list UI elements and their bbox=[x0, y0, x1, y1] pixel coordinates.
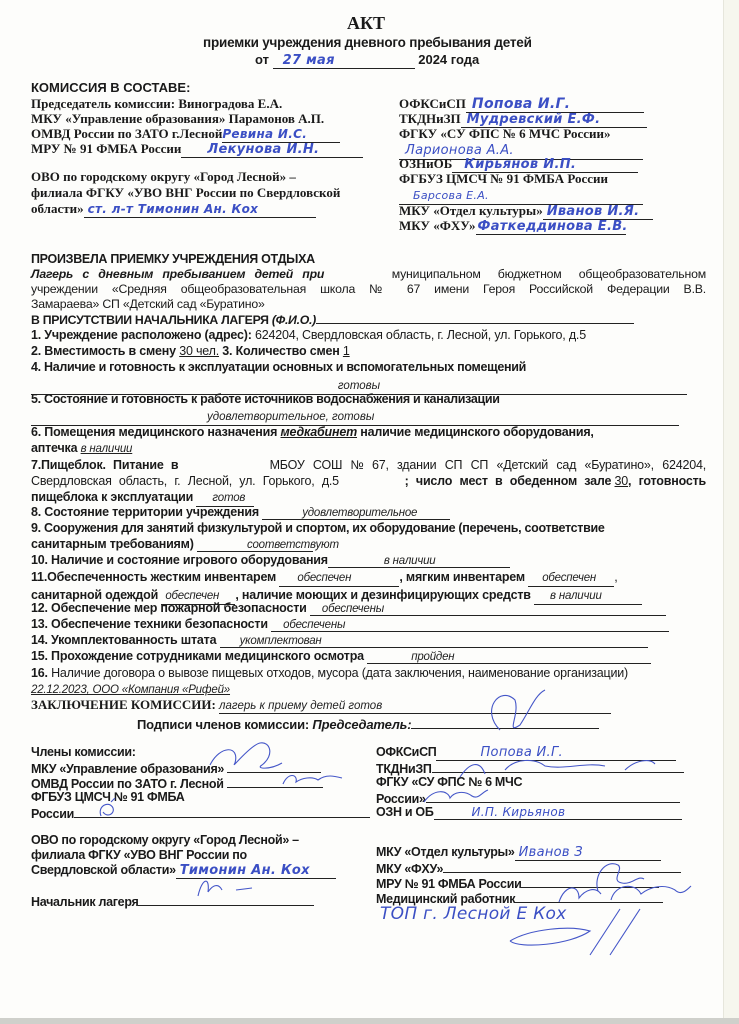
item-7-text-b: Свердловская область, г. Лесной, ул. Горького, д.5 bbox=[31, 474, 339, 488]
item-12-label: 12. Обеспечение мер пожарной безопасности bbox=[31, 601, 307, 615]
head-signature-scribble bbox=[192, 872, 262, 902]
item-7-label-a: 7.Пищеблок. Питание в bbox=[31, 458, 179, 472]
item-4-label: 4. Наличие и готовность к эксплуатации основных и вспомогательных помещений bbox=[31, 360, 527, 374]
fhu-label: МКУ «ФХУ» bbox=[399, 218, 476, 233]
item-11-label-a: 11.Обеспеченность жестким инвентарем bbox=[31, 570, 277, 584]
sig-ovo-line2: филиала ФГКУ «УВО ВНГ России по bbox=[31, 848, 247, 862]
document-subtitle: приемки учреждения дневного пребывания детей bbox=[203, 35, 532, 50]
camp-line3: Замараева» СП «Детский сад «Буратино» bbox=[31, 297, 265, 311]
commission-fgku-label: ФГКУ «СУ ФПС № 6 МЧС России» bbox=[399, 126, 611, 141]
commission-mru bbox=[31, 141, 363, 158]
sig-ovo-handwritten: Тимонин Ан. Кох bbox=[179, 863, 310, 878]
item-1-value: 624204, Свердловская область, г. Лесной, ул. Горького, д.5 bbox=[254, 328, 586, 342]
fhu-field bbox=[476, 218, 626, 235]
oznob-label: ОЗНиОБ bbox=[399, 156, 453, 171]
chair-signature-scribble bbox=[470, 680, 570, 740]
presence-field[interactable] bbox=[316, 323, 634, 324]
sig-fgbuz-1: ФГБУЗ ЦМСЧ № 91 ФМБА bbox=[31, 790, 185, 804]
presence-fio: (Ф.И.О.) bbox=[271, 313, 316, 327]
tkdnizp-handwritten: Мудревский Е.Ф. bbox=[466, 112, 601, 127]
item-11-label-d: , наличие моющих и дезинфицирующих средств bbox=[235, 588, 531, 602]
item-7-text-a: МБОУ СОШ № 67, здании СП СП «Детский сад «Буратино», 624204, bbox=[269, 458, 706, 472]
camp-line2: учреждении «Средняя общеобразовательная школа № 67 имени Героя Российской Федерации В.В. bbox=[31, 282, 706, 296]
item-12 bbox=[31, 601, 666, 616]
item-14-label: 14. Укомплектованность штата bbox=[31, 633, 217, 647]
commission-fhu bbox=[399, 218, 626, 235]
commission-heading: КОМИССИЯ В СОСТАВЕ: bbox=[31, 80, 191, 95]
conclusion-value: лагерь к приему детей готов bbox=[219, 700, 383, 712]
item-3-value: 1 bbox=[342, 344, 350, 358]
item-8-label: 8. Состояние территории учреждения bbox=[31, 505, 259, 519]
date-field bbox=[273, 52, 415, 69]
item-9 bbox=[31, 537, 339, 552]
item-15-value: пройден bbox=[411, 651, 455, 663]
fgku-signature-scribble bbox=[420, 784, 490, 808]
tkdnizp-signature-scribble bbox=[455, 752, 665, 782]
item-7-value-seats: 30 bbox=[614, 474, 629, 488]
item-5-value: удовлетворительное, готовы bbox=[207, 411, 375, 423]
item-7-label-c: , готовность bbox=[628, 474, 706, 488]
item-1-label: 1. Учреждение расположено (адрес): bbox=[31, 328, 252, 342]
page-edge bbox=[723, 0, 739, 1024]
item-11-label-c: санитарной одеждой bbox=[31, 588, 159, 602]
members-heading: Члены комиссии: bbox=[31, 745, 136, 759]
tkdnizp-label: ТКДНиЗП bbox=[399, 111, 461, 126]
item-2-value: 30 чел. bbox=[179, 344, 219, 358]
sig-omvd-label: ОМВД России по ЗАТО г. Лесной bbox=[31, 777, 224, 791]
fhu-handwritten: Фаткеддинова Е.В. bbox=[477, 219, 628, 234]
commission-fgbuz-label: ФГБУЗ ЦМСЧ № 91 ФМБА России bbox=[399, 171, 608, 186]
ofksisp-label: ОФКСиСП bbox=[399, 96, 466, 111]
item-16-value: 22.12.2023, ООО «Компания «Рифей» bbox=[31, 684, 231, 696]
medic-signature-scribble bbox=[555, 880, 695, 906]
fgku-handwritten: Ларионова А.А. bbox=[405, 143, 514, 158]
item-6 bbox=[31, 424, 594, 457]
item-9-label-b: санитарным требованиям) bbox=[31, 537, 194, 551]
omvd-signature-scribble bbox=[278, 770, 348, 790]
item-16-label: Наличие договора о вывозе пищевых отходов, мусора (дата заключения, наименование организации) bbox=[51, 666, 628, 680]
signatures-heading-label: Подписи членов комиссии: bbox=[137, 717, 309, 732]
item-11: 11.Обеспеченность жестким инвентарем обеспечен , мягким инвентарем обеспечен , санитарной одеждой обеспечен , наличие моющих и дезинфицирующих средств в наличии bbox=[31, 569, 642, 605]
sig-ovo-line1: ОВО по городскому округу «Город Лесной» – bbox=[31, 833, 299, 847]
omvd-handwritten: Ревина И.С. bbox=[222, 127, 308, 141]
item-15 bbox=[31, 649, 651, 664]
item-10-label: 10. Наличие и состояние игрового оборудования bbox=[31, 553, 328, 567]
item-11-value-a: обеспечен bbox=[297, 572, 352, 584]
mru-handwritten: Лекунова И.Н. bbox=[207, 142, 320, 157]
item-6-value-c: в наличии bbox=[80, 443, 133, 455]
omvd-label: ОМВД России по ЗАТО г.Лесной bbox=[31, 126, 223, 141]
sig-oznob-handwritten: И.П. Кирьянов bbox=[471, 805, 566, 819]
ovo-line3: области» bbox=[31, 201, 84, 216]
item-6-label-b: наличие медицинского оборудования, bbox=[360, 425, 594, 439]
fgbuz-handwritten: Барсова Е.А. bbox=[413, 189, 489, 202]
item-7 bbox=[31, 457, 706, 507]
item-10 bbox=[31, 553, 510, 568]
item-8 bbox=[31, 505, 450, 520]
ovo-handwritten: ст. л-т Тимонин Ан. Кох bbox=[87, 202, 259, 216]
commission-ovo bbox=[31, 169, 340, 218]
sig-ovo-line3: Свердловской области» bbox=[31, 863, 176, 877]
sig-oznob-label: ОЗН и ОБ bbox=[376, 805, 434, 819]
item-1 bbox=[31, 328, 586, 342]
sig-ofksisp-label: ОФКСиСП bbox=[376, 745, 437, 759]
item-9-label-a: 9. Сооружения для занятий физкультурой и спортом, их оборудование (перечень, соответствие bbox=[31, 521, 605, 535]
mru-field bbox=[181, 141, 363, 158]
item-2-label: 2. Вместимость в смену bbox=[31, 344, 176, 358]
item-13 bbox=[31, 617, 669, 632]
commission-chair: Председатель комиссии: Виноградова Е.А. bbox=[31, 96, 283, 111]
item-13-label: 13. Обеспечение техники безопасности bbox=[31, 617, 268, 631]
sig-ofksisp-handwritten: Попова И.Г. bbox=[480, 745, 563, 760]
item-11-value-d: в наличии bbox=[550, 590, 602, 602]
sig-mru-label: МРУ № 91 ФМБА России bbox=[376, 877, 522, 891]
fgbuz-signature-scribble bbox=[95, 798, 125, 822]
ovo-field bbox=[84, 201, 316, 218]
item-7-value-ready: готов bbox=[212, 492, 246, 504]
date-suffix: 2024 года bbox=[418, 52, 480, 67]
camp-description bbox=[31, 267, 706, 312]
sig-ovo bbox=[31, 833, 336, 879]
item-11-label-b: , мягким инвентарем bbox=[399, 570, 525, 584]
item-15-label: 15. Прохождение сотрудниками медицинского осмотра bbox=[31, 649, 364, 663]
presence-label: В ПРИСУТСТВИИ НАЧАЛЬНИКА ЛАГЕРЯ bbox=[31, 313, 269, 327]
item-9-value: соответствуют bbox=[246, 539, 339, 551]
culture-handwritten: Иванов И.Я. bbox=[546, 204, 640, 219]
item-13-value: обеспечены bbox=[283, 619, 346, 631]
mku-uo-signature-scribble bbox=[200, 735, 290, 775]
item-11-value-b: обеспечен bbox=[542, 572, 597, 584]
ovo-line2: филиала ФГКУ «УВО ВНГ России по Свердловской bbox=[31, 185, 341, 200]
document-title: АКТ bbox=[347, 13, 386, 33]
culture-label: МКУ «Отдел культуры» bbox=[399, 203, 543, 218]
sig-fgbuz-label: России bbox=[31, 807, 74, 821]
item-12-value: обеспечены bbox=[321, 603, 384, 615]
ovo-line1: ОВО по городскому округу «Город Лесной» – bbox=[31, 169, 296, 184]
sig-head-label: Начальник лагеря bbox=[31, 895, 139, 909]
extra-handwritten-note: ТОП г. Лесной Е Кох bbox=[380, 904, 567, 924]
sig-fgbuz bbox=[31, 805, 370, 821]
item-14-value: укомплектован bbox=[239, 635, 322, 647]
sig-fhu-label: МКУ «ФХУ» bbox=[376, 862, 444, 876]
date-handwritten: 27 мая bbox=[282, 53, 335, 68]
item-10-value: в наличии bbox=[383, 555, 436, 567]
item-11-value-c: обеспечен bbox=[165, 590, 220, 602]
item-2-3 bbox=[31, 344, 350, 358]
commission-mku-uo: МКУ «Управление образования» Парамонов А.П. bbox=[31, 111, 325, 126]
item-5-label: 5. Состояние и готовность к работе источников водоснабжения и канализации bbox=[31, 392, 500, 406]
ofksisp-handwritten: Попова И.Г. bbox=[471, 96, 571, 112]
camp-line1: муниципальном бюджетном общеобразовательном bbox=[391, 267, 706, 281]
sig-mku-uo-label: МКУ «Управление образования» bbox=[31, 762, 225, 776]
sig-culture-handwritten: Иванов З bbox=[518, 845, 583, 860]
mru-label: МРУ № 91 ФМБА России bbox=[31, 141, 182, 156]
acceptance-heading: ПРОИЗВЕЛА ПРИЕМКУ УЧРЕЖДЕНИЯ ОТДЫХА bbox=[31, 252, 315, 266]
page-bottom-edge bbox=[0, 1018, 739, 1024]
sig-fgku-1: ФГКУ «СУ ФПС № 6 МЧС bbox=[376, 775, 523, 789]
item-4-value: готовы bbox=[337, 380, 381, 392]
presence-line bbox=[31, 313, 634, 327]
item-6-label-c: аптечка bbox=[31, 441, 78, 455]
conclusion-label: ЗАКЛЮЧЕНИЕ КОМИССИИ: bbox=[31, 697, 216, 712]
item-14 bbox=[31, 633, 648, 648]
item-7-label-b: ; число мест в обеденном зале bbox=[404, 474, 612, 488]
sig-head bbox=[31, 893, 314, 909]
chair-label: Председатель: bbox=[312, 717, 412, 732]
camp-prefix: Лагерь с дневным пребыванием детей при bbox=[31, 267, 325, 281]
document-date bbox=[255, 52, 479, 69]
sig-fgku-label: России» bbox=[376, 792, 426, 806]
item-3-label: 3. Количество смен bbox=[222, 344, 340, 358]
item-16-num: 16. bbox=[31, 666, 48, 680]
item-6-value-a: медкабинет bbox=[280, 425, 358, 439]
item-7-label-d: пищеблока к эксплуатации bbox=[31, 490, 194, 504]
item-8-value: удовлетворительное bbox=[302, 507, 418, 519]
sig-culture-label: МКУ «Отдел культуры» bbox=[376, 845, 515, 859]
sig-tkdnizp-label: ТКДНиЗП bbox=[376, 762, 432, 776]
sig-medic-label: Медицинский работник bbox=[376, 892, 516, 906]
oznob-handwritten: Кирьянов И.П. bbox=[464, 157, 577, 172]
bottom-signature-scribble bbox=[500, 905, 650, 965]
item-6-label-a: 6. Помещения медицинского назначения bbox=[31, 425, 278, 439]
date-prefix: от bbox=[255, 52, 269, 67]
